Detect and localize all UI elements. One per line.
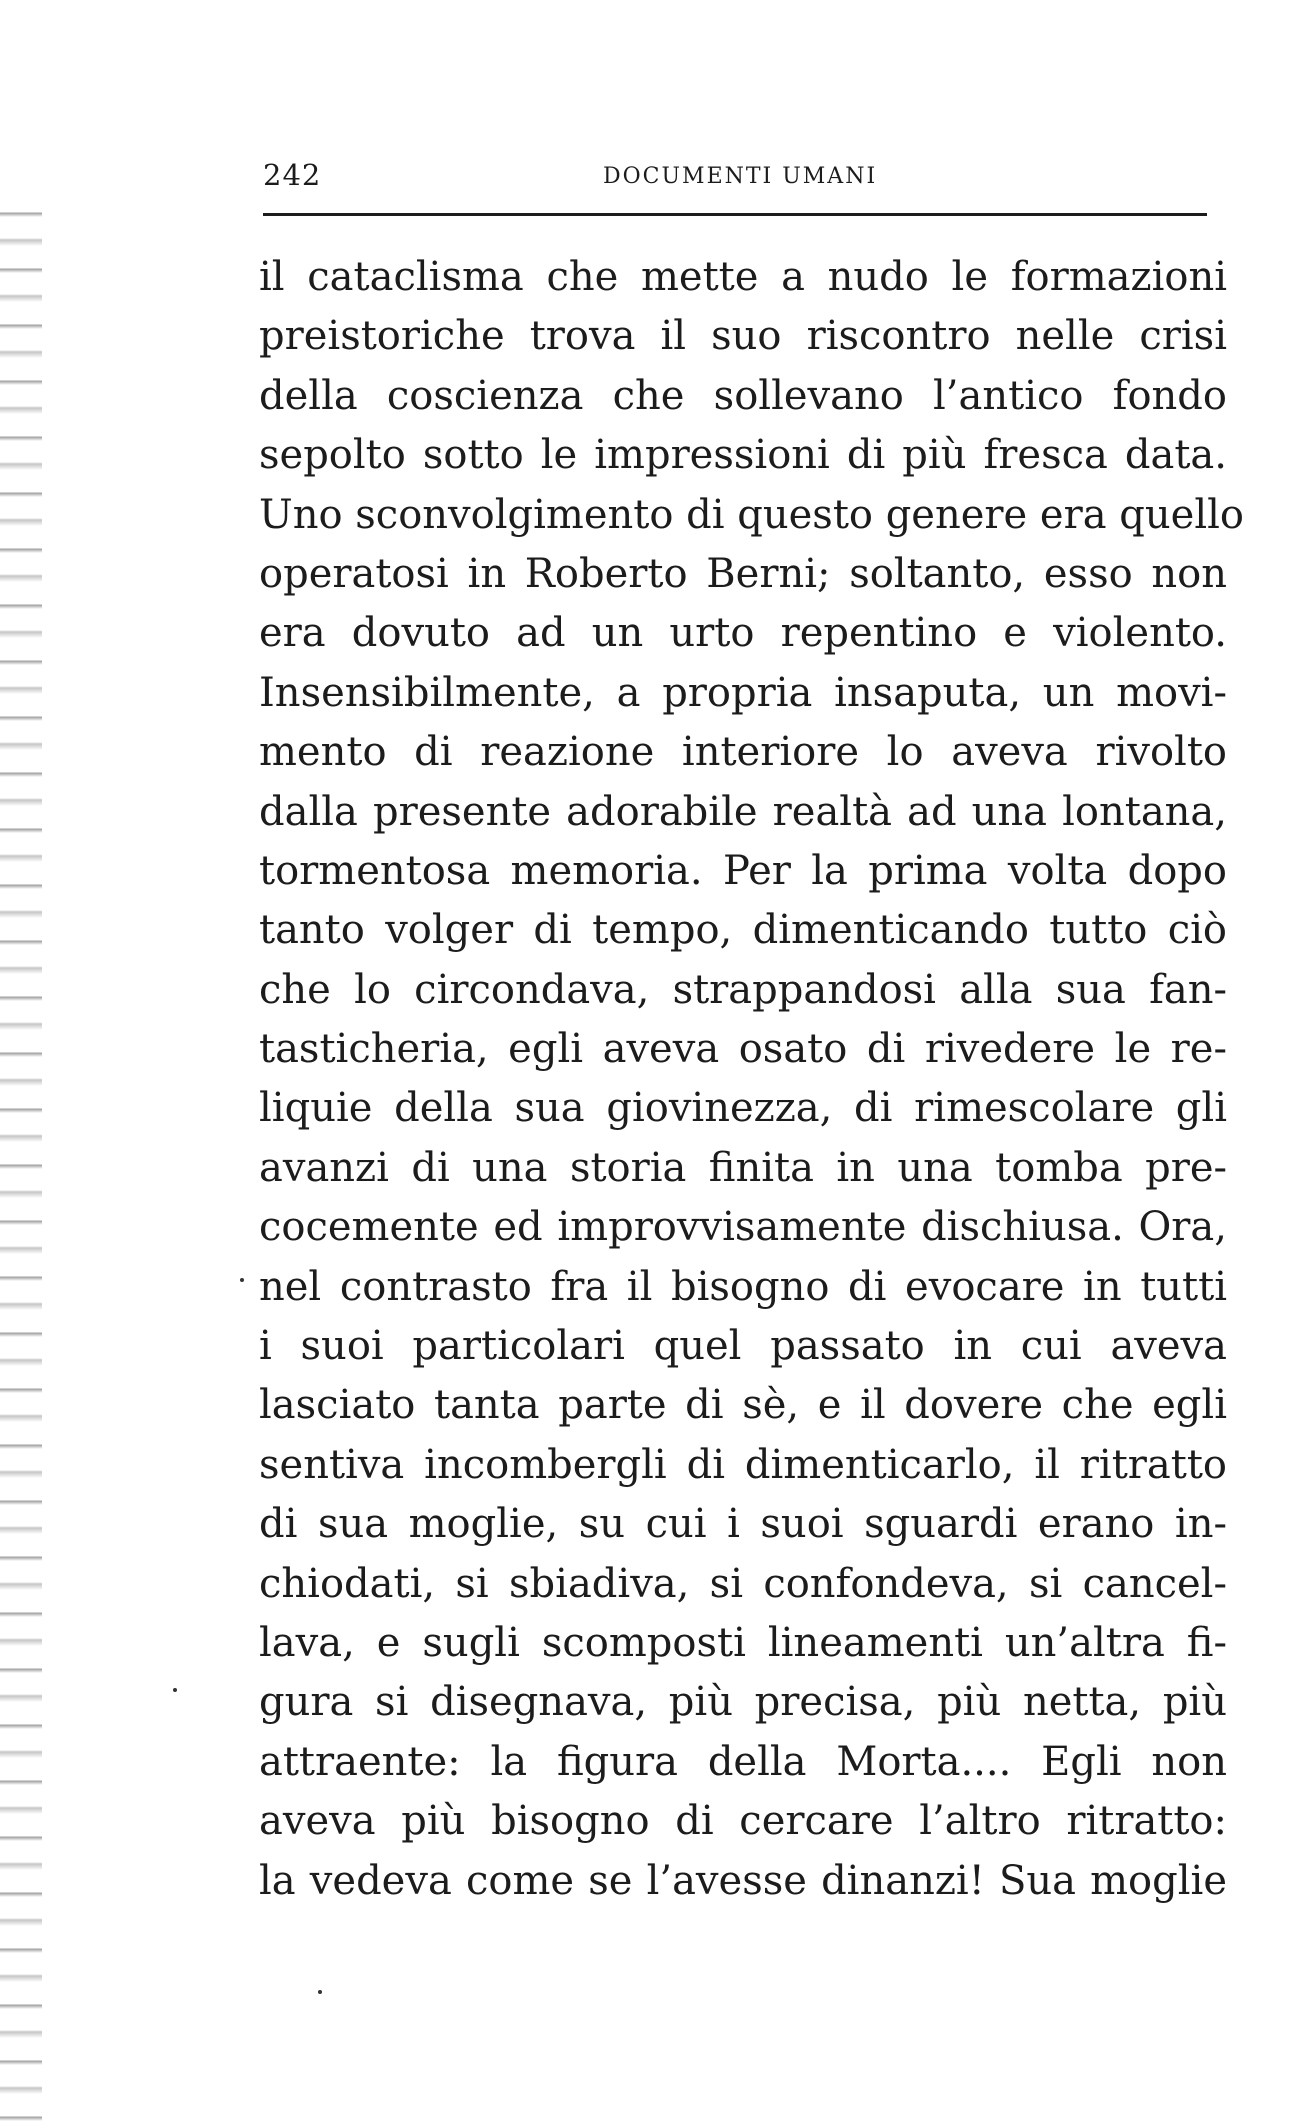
scan-speck — [240, 1278, 244, 1282]
scan-speck — [318, 1990, 322, 1994]
text-line: lasciato tanta parte di sè, e il dovere che egli — [259, 1382, 1227, 1429]
text-line: tormentosa memoria. Per la prima volta dopo — [259, 847, 1227, 894]
text-line: gura si disegnava, più precisa, più netta, più — [259, 1679, 1227, 1726]
text-line: tasticheria, egli aveva osato di rivedere le re- — [259, 1026, 1227, 1073]
page-header — [263, 158, 1209, 198]
text-line: di sua moglie, su cui i suoi sguardi erano in- — [259, 1501, 1227, 1548]
text-line: Insensibilmente, a propria insaputa, un movi- — [259, 669, 1227, 716]
text-line: tanto volger di tempo, dimenticando tutto ciò — [259, 907, 1227, 954]
text-line: chiodati, si sbiadiva, si confondeva, si cancel- — [259, 1560, 1227, 1607]
text-line: nel contrasto fra il bisogno di evocare in tutti — [259, 1263, 1227, 1310]
text-line: operatosi in Roberto Berni; soltanto, esso non — [259, 550, 1227, 597]
page-number: 242 — [263, 158, 322, 192]
text-line: il cataclisma che mette a nudo le formazioni — [259, 254, 1227, 300]
text-line: cocemente ed improvvisamente dischiusa. Ora, — [259, 1204, 1227, 1251]
text-line: avanzi di una storia finita in una tomba pre- — [259, 1144, 1227, 1191]
text-line: attraente: la figura della Morta.... Egli non — [259, 1738, 1227, 1785]
text-line: dalla presente adorabile realtà ad una lontana, — [259, 788, 1227, 835]
page-gutter-scan-edge — [0, 190, 42, 2128]
text-line: sepolto sotto le impressioni di più fresca data. — [259, 432, 1227, 479]
text-line: la vedeva come se l’avesse dinanzi! Sua moglie — [259, 1857, 1227, 1904]
text-line: sentiva incombergli di dimenticarlo, il ritratto — [259, 1441, 1227, 1488]
running-title: DOCUMENTI UMANI — [603, 164, 878, 189]
text-line: aveva più bisogno di cercare l’altro ritratto: — [259, 1798, 1227, 1845]
scan-speck — [173, 1688, 177, 1692]
text-line: della coscienza che sollevano l’antico fondo — [259, 372, 1227, 419]
text-line: che lo circondava, strappandosi alla sua fan- — [259, 966, 1227, 1013]
text-line: i suoi particolari quel passato in cui aveva — [259, 1323, 1227, 1370]
body-text — [259, 248, 1244, 1911]
text-line: preistoriche trova il suo riscontro nelle crisi — [259, 313, 1227, 360]
text-line: mento di reazione interiore lo aveva rivolto — [259, 729, 1227, 776]
text-line: Uno sconvolgimento di questo genere era quello — [259, 491, 1244, 538]
header-rule — [263, 213, 1207, 216]
text-line: liquie della sua giovinezza, di rimescolare gli — [259, 1085, 1227, 1132]
text-line: era dovuto ad un urto repentino e violento. — [259, 610, 1227, 657]
text-line: lava, e sugli scomposti lineamenti un’altra fi- — [259, 1619, 1227, 1666]
